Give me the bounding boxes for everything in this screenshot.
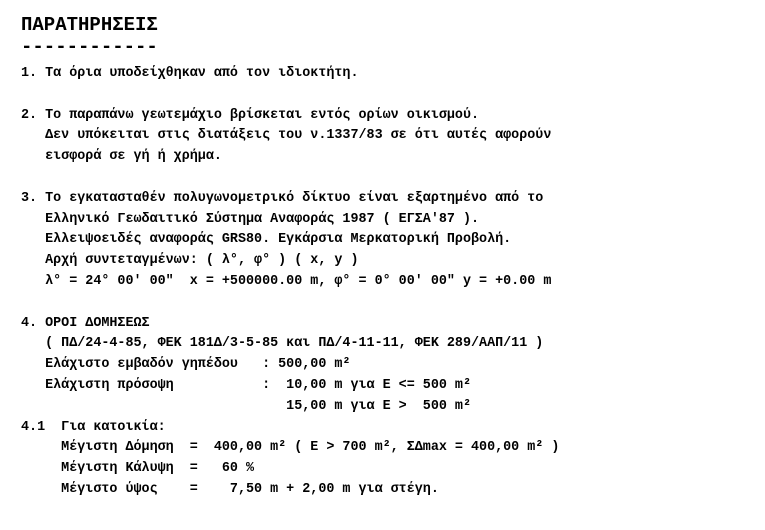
document-page <box>21 14 756 501</box>
note-line-4e: 15,00 m για Ε > 500 m² <box>21 398 471 414</box>
note-line-4b: ( ΠΔ/24-4-85, ΦΕΚ 181Δ/3-5-85 και ΠΔ/4-11-11, ΦΕΚ 289/ΑΑΠ/11 ) <box>21 336 544 352</box>
title-underline: ------------ <box>21 36 158 58</box>
note-line-4: 4. ΟΡΟΙ ΔΟΜΗΣΕΩΣ <box>21 315 150 331</box>
note-line-41b: Μέγιστη Δόμηση = 400,00 m² ( Ε > 700 m², ΣΔmax = 400,00 m² ) <box>21 440 560 456</box>
note-line-3d: Αρχή συντεταγμένων: ( λ°, φ° ) ( x, y ) <box>21 253 359 269</box>
spacer <box>21 293 756 314</box>
note-line-1: 1. Τα όρια υποδείχθηκαν από τον ιδιοκτήτη. <box>21 66 359 81</box>
note-line-3c: Ελλειψοειδές αναφοράς GRS80. Εγκάρσια Μερκατορική Προβολή. <box>21 232 512 248</box>
document-title: ΠΑΡΑΤΗΡΗΣΕΙΣ <box>21 14 158 36</box>
note-line-41: 4.1 Για κατοικία: <box>21 419 166 435</box>
note-line-4d: Ελάχιστη πρόσοψη : 10,00 m για Ε <= 500 m² <box>21 377 471 393</box>
note-line-2b: Δεν υπόκειται στις διατάξεις του ν.1337/83 σε ότι αυτές αφορούν <box>21 128 552 144</box>
note-line-4c: Ελάχιστο εμβαδόν γηπέδου : 500,00 m² <box>21 357 351 373</box>
note-line-3e: λ° = 24° 00' 00" x = +500000.00 m, φ° = 0° 00' 00" y = +0.00 m <box>21 273 552 289</box>
note-line-41d: Μέγιστο ύψος = 7,50 m + 2,00 m για στέγη. <box>21 481 439 497</box>
note-line-2: 2. Το παραπάνω γεωτεμάχιο βρίσκεται εντός ορίων οικισμού. <box>21 107 480 123</box>
note-line-3b: Ελληνικό Γεωδαιτικό Σύστημα Αναφοράς 1987 ( ΕΓΣΑ'87 ). <box>21 211 480 227</box>
note-line-2c: εισφορά σε γή ή χρήμα. <box>21 149 222 165</box>
note-line-41c: Μέγιστη Κάλυψη = 60 % <box>21 461 255 477</box>
spacer <box>21 85 756 106</box>
note-line-3: 3. Το εγκατασταθέν πολυγωνομετρικό δίκτυο είναι εξαρτημένο από το <box>21 190 544 206</box>
spacer <box>21 168 756 189</box>
